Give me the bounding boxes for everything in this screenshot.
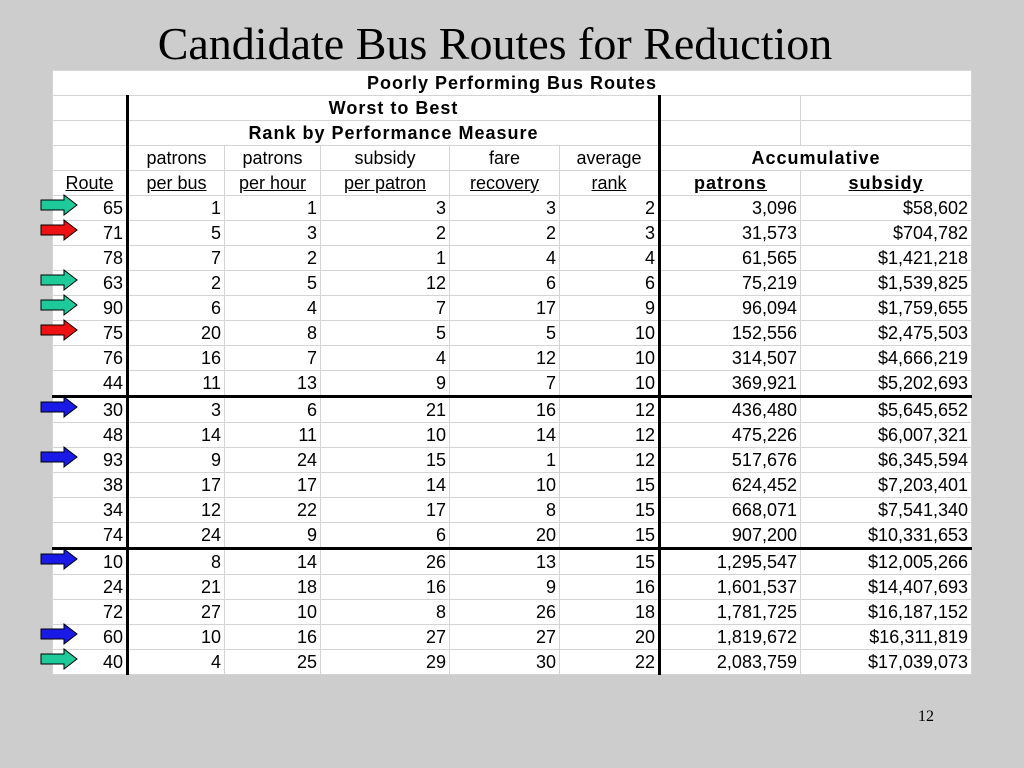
patrons-per-hour-cell: 6 — [225, 397, 321, 423]
subsidy-per-patron-cell: 21 — [321, 397, 450, 423]
patrons-per-hour-cell: 24 — [225, 448, 321, 473]
patrons-per-bus-cell: 14 — [128, 423, 225, 448]
table-title-row — [53, 71, 972, 96]
patrons-per-bus-cell: 5 — [128, 221, 225, 246]
subsidy-per-patron-cell: 4 — [321, 346, 450, 371]
acc-subsidy-cell: $1,759,655 — [801, 296, 972, 321]
acc-patrons-cell: 1,819,672 — [660, 625, 801, 650]
table-row — [53, 650, 972, 675]
average-rank-cell: 16 — [560, 575, 660, 600]
header-acc-patrons: patrons — [660, 171, 801, 196]
route-cell: 78 — [53, 246, 128, 271]
acc-patrons-cell: 436,480 — [660, 397, 801, 423]
patrons-per-hour-cell: 4 — [225, 296, 321, 321]
patrons-per-bus-cell: 9 — [128, 448, 225, 473]
patrons-per-hour-cell: 10 — [225, 600, 321, 625]
average-rank-cell: 15 — [560, 473, 660, 498]
acc-patrons-cell: 1,601,537 — [660, 575, 801, 600]
patrons-per-bus-cell: 3 — [128, 397, 225, 423]
patrons-per-bus-cell: 16 — [128, 346, 225, 371]
fare-recovery-cell: 13 — [450, 549, 560, 575]
header-rank: rank — [560, 171, 660, 196]
table-row — [53, 448, 972, 473]
subsidy-per-patron-cell: 10 — [321, 423, 450, 448]
table-row — [53, 296, 972, 321]
acc-patrons-cell: 61,565 — [660, 246, 801, 271]
fare-recovery-cell: 7 — [450, 371, 560, 397]
fare-recovery-cell: 2 — [450, 221, 560, 246]
table-row — [53, 423, 972, 448]
patrons-per-bus-cell: 21 — [128, 575, 225, 600]
table-row — [53, 549, 972, 575]
header-per-patron: per patron — [321, 171, 450, 196]
fare-recovery-cell: 16 — [450, 397, 560, 423]
patrons-per-hour-cell: 11 — [225, 423, 321, 448]
patrons-per-hour-cell: 5 — [225, 271, 321, 296]
average-rank-cell: 15 — [560, 523, 660, 549]
teal-arrow-icon — [40, 269, 78, 291]
patrons-per-hour-cell: 8 — [225, 321, 321, 346]
blue-arrow-icon — [40, 446, 78, 468]
route-cell: 75 — [53, 321, 128, 346]
average-rank-cell: 3 — [560, 221, 660, 246]
average-rank-cell: 15 — [560, 498, 660, 523]
table-row — [53, 246, 972, 271]
table-row — [53, 575, 972, 600]
average-rank-cell: 12 — [560, 448, 660, 473]
patrons-per-hour-cell: 2 — [225, 246, 321, 271]
patrons-per-hour-cell: 7 — [225, 346, 321, 371]
average-rank-cell: 10 — [560, 371, 660, 397]
acc-patrons-cell: 31,573 — [660, 221, 801, 246]
patrons-per-hour-cell: 25 — [225, 650, 321, 675]
slide-title: Candidate Bus Routes for Reduction — [157, 18, 833, 69]
average-rank-cell: 6 — [560, 271, 660, 296]
table-row — [53, 221, 972, 246]
patrons-per-bus-cell: 6 — [128, 296, 225, 321]
header-per-bus: per bus — [128, 171, 225, 196]
fare-recovery-cell: 20 — [450, 523, 560, 549]
acc-subsidy-cell: $4,666,219 — [801, 346, 972, 371]
acc-subsidy-cell: $5,202,693 — [801, 371, 972, 397]
acc-patrons-cell: 907,200 — [660, 523, 801, 549]
table-row — [53, 346, 972, 371]
route-cell: 34 — [53, 498, 128, 523]
patrons-per-bus-cell: 11 — [128, 371, 225, 397]
patrons-per-bus-cell: 4 — [128, 650, 225, 675]
subsidy-per-patron-cell: 2 — [321, 221, 450, 246]
average-rank-cell: 4 — [560, 246, 660, 271]
route-cell: 44 — [53, 371, 128, 397]
acc-subsidy-cell: $6,345,594 — [801, 448, 972, 473]
header-route: Route — [53, 171, 128, 196]
table-row — [53, 625, 972, 650]
fare-recovery-cell: 30 — [450, 650, 560, 675]
patrons-per-hour-cell: 18 — [225, 575, 321, 600]
average-rank-cell: 2 — [560, 196, 660, 221]
average-rank-cell: 9 — [560, 296, 660, 321]
acc-patrons-cell: 1,295,547 — [660, 549, 801, 575]
average-rank-cell: 20 — [560, 625, 660, 650]
patrons-per-hour-cell: 14 — [225, 549, 321, 575]
acc-subsidy-cell: $1,421,218 — [801, 246, 972, 271]
table-title: Poorly Performing Bus Routes — [53, 71, 972, 96]
table-row — [53, 196, 972, 221]
subsidy-per-patron-cell: 29 — [321, 650, 450, 675]
subsidy-per-patron-cell: 1 — [321, 246, 450, 271]
fare-recovery-cell: 1 — [450, 448, 560, 473]
subsidy-per-patron-cell: 5 — [321, 321, 450, 346]
route-cell: 71 — [53, 221, 128, 246]
blue-arrow-icon — [40, 548, 78, 570]
average-rank-cell: 12 — [560, 397, 660, 423]
average-rank-cell: 12 — [560, 423, 660, 448]
fare-recovery-cell: 27 — [450, 625, 560, 650]
patrons-per-bus-cell: 12 — [128, 498, 225, 523]
route-cell: 60 — [53, 625, 128, 650]
fare-recovery-cell: 17 — [450, 296, 560, 321]
route-cell: 38 — [53, 473, 128, 498]
subtitle-row-2 — [53, 121, 972, 146]
subsidy-per-patron-cell: 16 — [321, 575, 450, 600]
route-cell: 30 — [53, 397, 128, 423]
header-patrons: patrons — [225, 146, 321, 171]
blue-arrow-icon — [40, 396, 78, 418]
red-arrow-icon — [40, 219, 78, 241]
subsidy-per-patron-cell: 6 — [321, 523, 450, 549]
fare-recovery-cell: 14 — [450, 423, 560, 448]
route-cell: 63 — [53, 271, 128, 296]
acc-patrons-cell: 75,219 — [660, 271, 801, 296]
header-recovery: recovery — [450, 171, 560, 196]
average-rank-cell: 22 — [560, 650, 660, 675]
acc-subsidy-cell: $704,782 — [801, 221, 972, 246]
teal-arrow-icon — [40, 294, 78, 316]
route-cell: 72 — [53, 600, 128, 625]
teal-arrow-icon — [40, 194, 78, 216]
teal-arrow-icon — [40, 648, 78, 670]
route-cell: 48 — [53, 423, 128, 448]
spreadsheet — [52, 70, 971, 675]
acc-subsidy-cell: $10,331,653 — [801, 523, 972, 549]
fare-recovery-cell: 26 — [450, 600, 560, 625]
table-row — [53, 498, 972, 523]
subsidy-per-patron-cell: 8 — [321, 600, 450, 625]
acc-subsidy-cell: $6,007,321 — [801, 423, 972, 448]
table-row — [53, 473, 972, 498]
route-cell: 10 — [53, 549, 128, 575]
table-row — [53, 397, 972, 423]
subsidy-per-patron-cell: 17 — [321, 498, 450, 523]
acc-subsidy-cell: $16,187,152 — [801, 600, 972, 625]
patrons-per-bus-cell: 2 — [128, 271, 225, 296]
patrons-per-hour-cell: 13 — [225, 371, 321, 397]
acc-subsidy-cell: $12,005,266 — [801, 549, 972, 575]
fare-recovery-cell: 12 — [450, 346, 560, 371]
acc-subsidy-cell: $1,539,825 — [801, 271, 972, 296]
acc-subsidy-cell: $14,407,693 — [801, 575, 972, 600]
header-accumulative: Accumulative — [660, 146, 972, 171]
acc-patrons-cell: 1,781,725 — [660, 600, 801, 625]
header-row-top — [53, 146, 972, 171]
average-rank-cell: 10 — [560, 321, 660, 346]
patrons-per-hour-cell: 3 — [225, 221, 321, 246]
patrons-per-hour-cell: 1 — [225, 196, 321, 221]
patrons-per-bus-cell: 20 — [128, 321, 225, 346]
subsidy-per-patron-cell: 14 — [321, 473, 450, 498]
acc-patrons-cell: 624,452 — [660, 473, 801, 498]
fare-recovery-cell: 4 — [450, 246, 560, 271]
subtitle-row-1 — [53, 96, 972, 121]
route-cell: 24 — [53, 575, 128, 600]
subsidy-per-patron-cell: 27 — [321, 625, 450, 650]
table-row — [53, 600, 972, 625]
acc-patrons-cell: 96,094 — [660, 296, 801, 321]
blue-arrow-icon — [40, 623, 78, 645]
header-fare: fare — [450, 146, 560, 171]
subtitle-rank-measure: Rank by Performance Measure — [128, 121, 660, 146]
patrons-per-bus-cell: 27 — [128, 600, 225, 625]
header-average: average — [560, 146, 660, 171]
acc-patrons-cell: 2,083,759 — [660, 650, 801, 675]
subtitle-worst-to-best: Worst to Best — [128, 96, 660, 121]
bus-routes-table — [52, 70, 972, 675]
acc-patrons-cell: 314,507 — [660, 346, 801, 371]
patrons-per-bus-cell: 8 — [128, 549, 225, 575]
patrons-per-hour-cell: 16 — [225, 625, 321, 650]
acc-subsidy-cell: $17,039,073 — [801, 650, 972, 675]
acc-subsidy-cell: $5,645,652 — [801, 397, 972, 423]
table-row — [53, 523, 972, 549]
table-row — [53, 321, 972, 346]
subsidy-per-patron-cell: 15 — [321, 448, 450, 473]
page-number: 12 — [918, 708, 934, 725]
acc-patrons-cell: 369,921 — [660, 371, 801, 397]
header-per-hour: per hour — [225, 171, 321, 196]
patrons-per-bus-cell: 7 — [128, 246, 225, 271]
route-cell: 65 — [53, 196, 128, 221]
fare-recovery-cell: 9 — [450, 575, 560, 600]
acc-subsidy-cell: $58,602 — [801, 196, 972, 221]
patrons-per-hour-cell: 17 — [225, 473, 321, 498]
patrons-per-bus-cell: 24 — [128, 523, 225, 549]
patrons-per-bus-cell: 10 — [128, 625, 225, 650]
subsidy-per-patron-cell: 9 — [321, 371, 450, 397]
average-rank-cell: 18 — [560, 600, 660, 625]
acc-patrons-cell: 668,071 — [660, 498, 801, 523]
fare-recovery-cell: 10 — [450, 473, 560, 498]
route-cell: 93 — [53, 448, 128, 473]
fare-recovery-cell: 3 — [450, 196, 560, 221]
red-arrow-icon — [40, 319, 78, 341]
header-patrons: patrons — [128, 146, 225, 171]
subsidy-per-patron-cell: 7 — [321, 296, 450, 321]
table-row — [53, 371, 972, 397]
fare-recovery-cell: 5 — [450, 321, 560, 346]
route-cell: 40 — [53, 650, 128, 675]
acc-subsidy-cell: $7,203,401 — [801, 473, 972, 498]
patrons-per-hour-cell: 22 — [225, 498, 321, 523]
header-subsidy: subsidy — [321, 146, 450, 171]
route-cell: 76 — [53, 346, 128, 371]
patrons-per-bus-cell: 17 — [128, 473, 225, 498]
header-row-bottom — [53, 171, 972, 196]
average-rank-cell: 15 — [560, 549, 660, 575]
route-cell: 90 — [53, 296, 128, 321]
acc-subsidy-cell: $2,475,503 — [801, 321, 972, 346]
fare-recovery-cell: 6 — [450, 271, 560, 296]
table-row — [53, 271, 972, 296]
acc-patrons-cell: 152,556 — [660, 321, 801, 346]
acc-patrons-cell: 475,226 — [660, 423, 801, 448]
acc-patrons-cell: 517,676 — [660, 448, 801, 473]
acc-subsidy-cell: $7,541,340 — [801, 498, 972, 523]
header-acc-subsidy: subsidy — [801, 171, 972, 196]
route-cell: 74 — [53, 523, 128, 549]
subsidy-per-patron-cell: 3 — [321, 196, 450, 221]
fare-recovery-cell: 8 — [450, 498, 560, 523]
patrons-per-bus-cell: 1 — [128, 196, 225, 221]
subsidy-per-patron-cell: 26 — [321, 549, 450, 575]
acc-patrons-cell: 3,096 — [660, 196, 801, 221]
subsidy-per-patron-cell: 12 — [321, 271, 450, 296]
average-rank-cell: 10 — [560, 346, 660, 371]
patrons-per-hour-cell: 9 — [225, 523, 321, 549]
acc-subsidy-cell: $16,311,819 — [801, 625, 972, 650]
